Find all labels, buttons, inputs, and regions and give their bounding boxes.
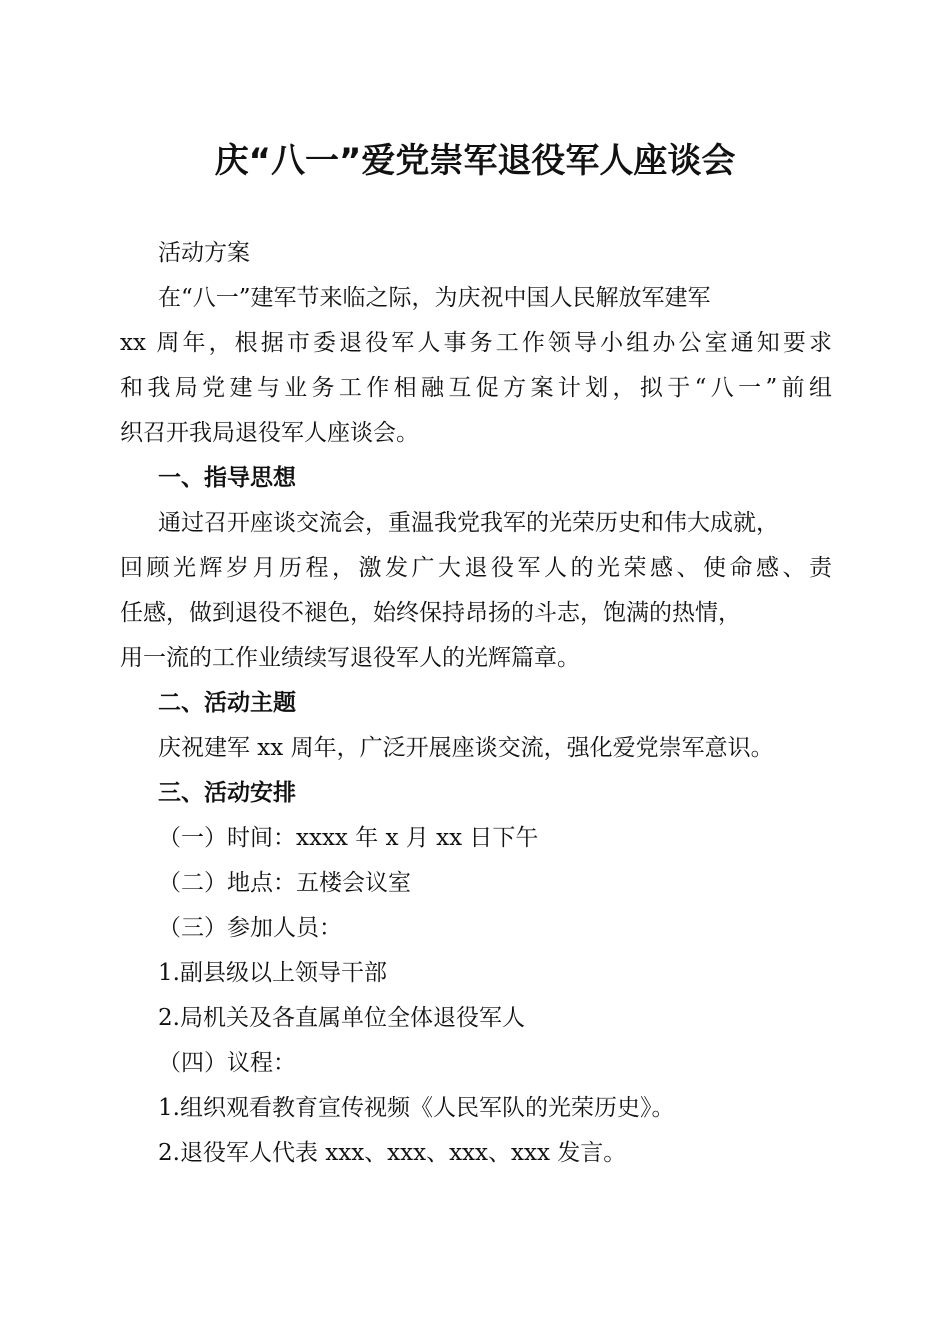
arrangement-time: （一）时间：xxxx 年 x 月 xx 日下午 [158,825,539,851]
section1-line: 通过召开座谈交流会，重温我党我军的光荣历史和伟大成就， [158,510,779,536]
section1-line: 回顾光辉岁月历程，激发广大退役军人的光荣感、使命感、责 [120,555,832,581]
agenda-item: 2.退役军人代表 xxx、xxx、xxx、xxx 发言。 [158,1140,627,1166]
document-subtitle: 活动方案 [158,240,250,266]
participant-item: 1.副县级以上领导干部 [158,960,387,986]
participants-label: （三）参加人员： [158,915,342,941]
section1-line: 任感，做到退役不褪色，始终保持昂扬的斗志，饱满的热情， [120,600,741,626]
intro-line: 织召开我局退役军人座谈会。 [120,420,419,446]
arrangement-place: （二）地点：五楼会议室 [158,870,411,896]
document-title: 庆“八一”爱党崇军退役军人座谈会 [214,141,736,181]
section-heading-arrangement: 三、活动安排 [158,780,296,806]
section2-text: 庆祝建军 xx 周年，广泛开展座谈交流，强化爱党崇军意识。 [158,735,774,761]
agenda-item: 1.组织观看教育宣传视频《人民军队的光荣历史》。 [158,1095,675,1121]
intro-line: 在“八一”建军节来临之际，为庆祝中国人民解放军建军 [158,285,711,311]
section-heading-theme: 二、活动主题 [158,690,296,716]
agenda-label: （四）议程： [158,1050,296,1076]
section-heading-guiding-thought: 一、指导思想 [158,465,296,491]
section1-line: 用一流的工作业绩续写退役军人的光辉篇章。 [120,645,580,671]
intro-line: xx 周年，根据市委退役军人事务工作领导小组办公室通知要求 [120,330,832,356]
participant-item: 2.局机关及各直属单位全体退役军人 [158,1005,525,1031]
intro-line: 和我局党建与业务工作相融互促方案计划，拟于“八一”前组 [120,375,832,401]
